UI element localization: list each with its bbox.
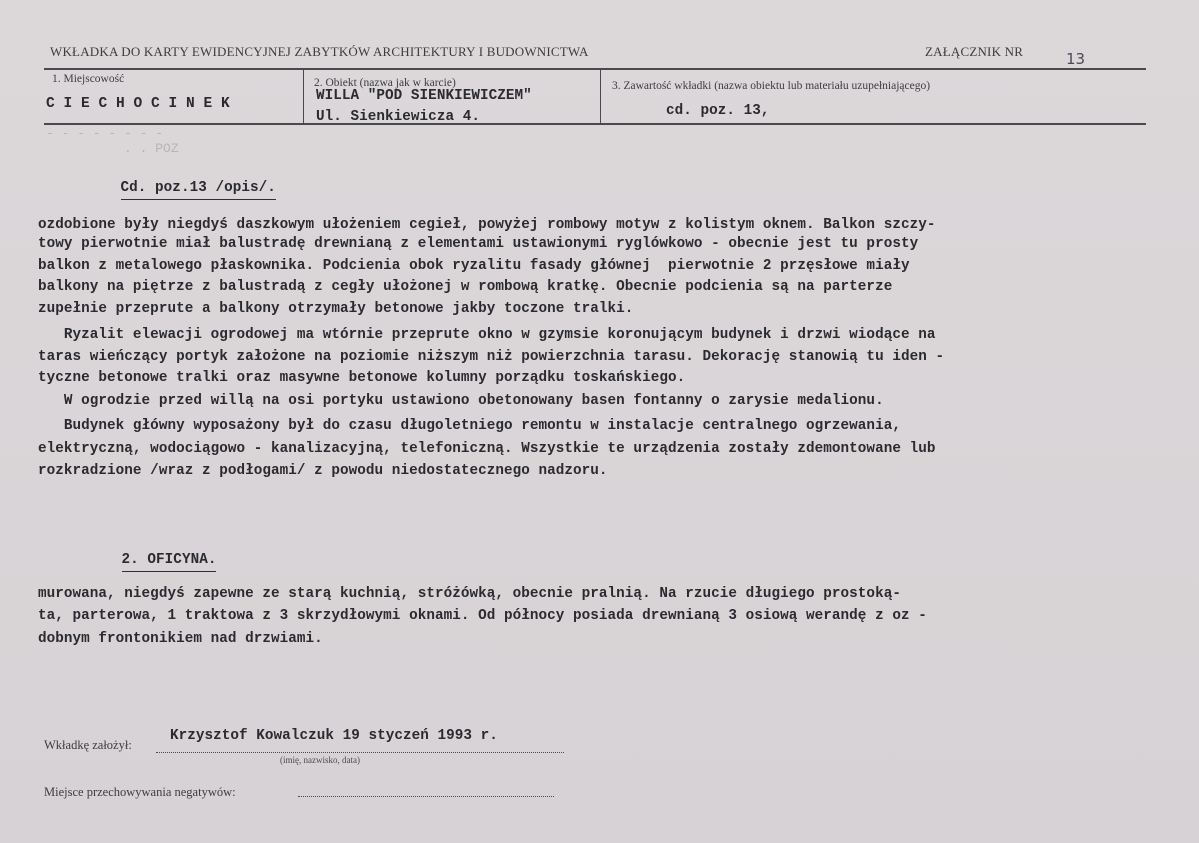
body-line: zupełnie przeprute a balkony otrzymały betonowe jakby toczone tralki.	[38, 301, 634, 317]
founded-value: Krzysztof Kowalczuk 19 styczeń 1993 r.	[170, 728, 498, 744]
faded-carbon-text: - - - - - - - -	[46, 126, 164, 141]
fields-bottom-rule	[44, 123, 1146, 125]
founded-label: Wkładkę założył:	[44, 738, 132, 752]
body-line: Ryzalit elewacji ogrodowej ma wtórnie przeprute okno w gzymsie koronującym budynek i drzwi wiodące na	[38, 327, 936, 343]
body-line: tyczne betonowe tralki oraz masywne betonowe kolumny porządku toskańskiego.	[38, 370, 686, 386]
field-1-value: C I E C H O C I N E K	[46, 96, 230, 112]
field-3-value: cd. poz. 13,	[666, 103, 770, 119]
body-line: towy pierwotnie miał balustradę drewnianą z elementami ustawionymi ryglówkowo - obecnie jest tu prosty	[38, 236, 919, 252]
body-line: balkon z metalowego płaskownika. Podcienia obok ryzalitu fasady głównej pierwotnie 2 przęsłowe miały	[38, 258, 910, 274]
founded-hint: (imię, nazwisko, data)	[280, 755, 360, 765]
section-1-heading	[86, 164, 276, 212]
field-divider-1	[303, 68, 304, 124]
body-line: murowana, niegdyś zapewne ze starą kuchnią, stróżówką, obecnie pralnią. Na rzucie długiego prostoką-	[38, 586, 901, 602]
body-line: elektryczną, wodociągowo - kanalizacyjną, telefoniczną. Wszystkie te urządzenia zostały zdemontowane lub	[38, 441, 936, 457]
field-2-label: 2. Obiekt (nazwa jak w karcie)	[314, 77, 456, 89]
header-rule	[44, 68, 1146, 70]
negatives-dotted-line	[298, 796, 554, 797]
field-divider-2	[600, 68, 601, 124]
body-line: ta, parterowa, 1 traktowa z 3 skrzydłowymi oknami. Od północy posiada drewnianą 3 osiową werandę z oz -	[38, 608, 927, 624]
section-2-heading-text: 2. OFICYNA.	[122, 552, 217, 572]
field-1-label: 1. Miejscowość	[52, 73, 125, 85]
body-line: taras wieńczący portyk założone na poziomie niższym niż powierzchnia tarasu. Dekorację stanowią tu iden -	[38, 349, 945, 365]
negatives-label: Miejsce przechowywania negatywów:	[44, 785, 236, 799]
section-1-heading-text: Cd. poz.13 /opis/.	[121, 180, 276, 200]
body-line: W ogrodzie przed willą na osi portyku ustawiono obetonowany basen fontanny o zarysie medalionu.	[38, 393, 884, 409]
attachment-number: 13	[1066, 50, 1086, 68]
faded-carbon-text-2: . . POZ	[46, 141, 179, 156]
field-3-label: 3. Zawartość wkładki (nazwa obiektu lub materiału uzupełniającego)	[612, 80, 931, 92]
founded-dotted-line	[156, 752, 564, 753]
body-line: Budynek główny wyposażony był do czasu długoletniego remontu w instalacje centralnego ogrzewania,	[38, 418, 901, 434]
attachment-label: ZAŁĄCZNIK NR	[925, 44, 1024, 59]
field-2-value-line2: Ul. Sienkiewicza 4.	[316, 109, 480, 125]
section-2-heading	[87, 536, 216, 584]
body-line: dobnym frontonikiem nad drzwiami.	[38, 631, 323, 647]
field-2-value-line1: WILLA "POD SIENKIEWICZEM"	[316, 88, 532, 104]
card-title: WKŁADKA DO KARTY EWIDENCYJNEJ ZABYTKÓW ARCHITEKTURY I BUDOWNICTWA	[50, 44, 589, 59]
body-line: ozdobione były niegdyś daszkowym ułożeniem cegieł, powyżej rombowy motyw z kolistym oknem. Balkon szczy-	[38, 217, 936, 233]
body-line: rozkradzione /wraz z podłogami/ z powodu niedostatecznego nadzoru.	[38, 463, 608, 479]
body-line: balkony na piętrze z balustradą z cegły ułożonej w rombową kratkę. Obecnie podcienia są na parterze	[38, 279, 893, 295]
